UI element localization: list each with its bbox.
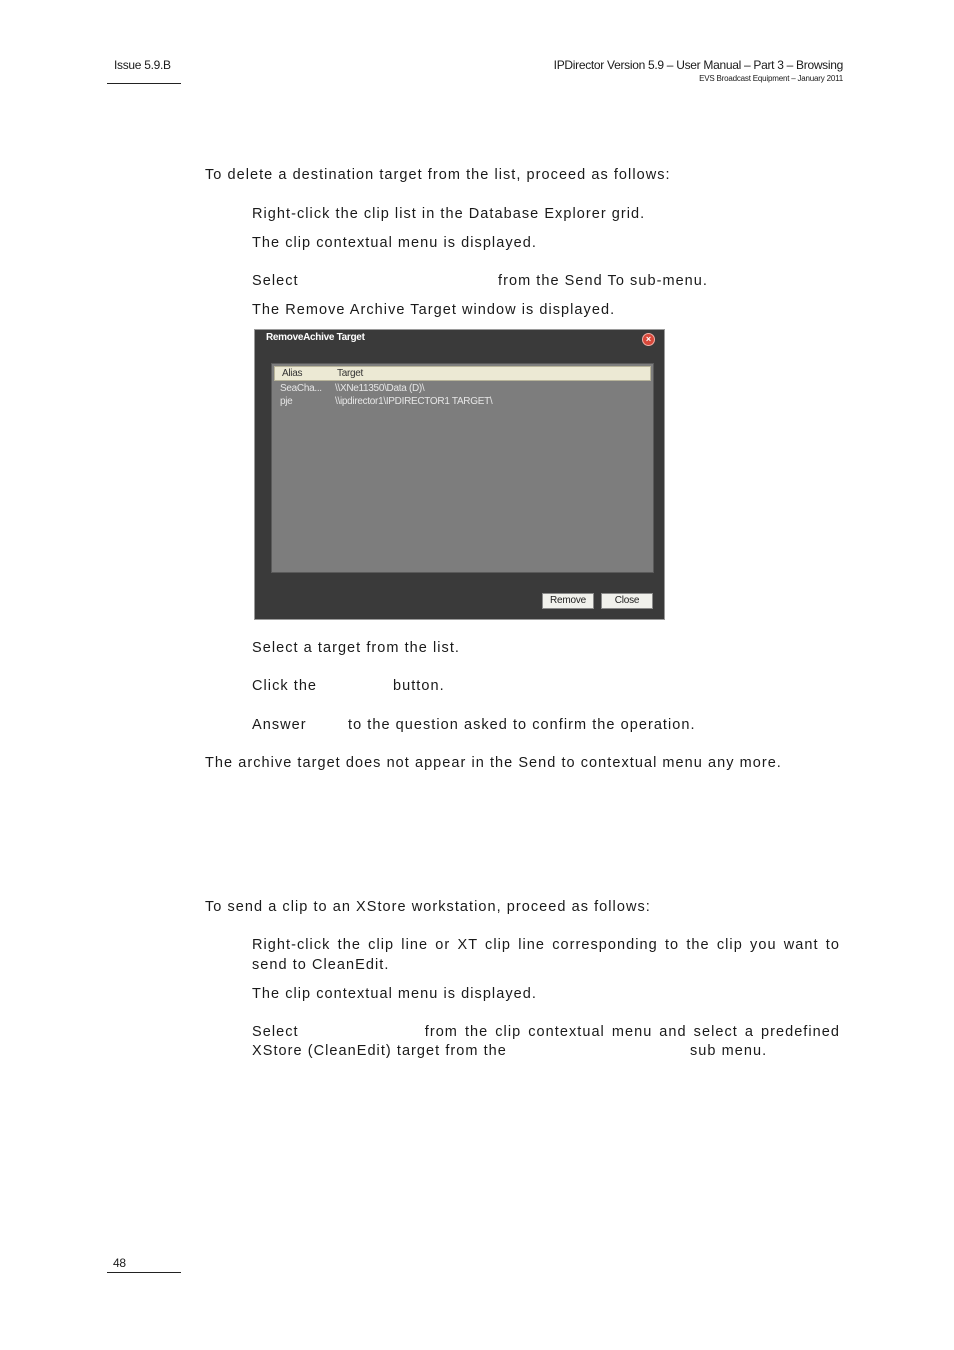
row-target: \\ipdirector1\IPDIRECTOR1 TARGET\ [335, 396, 493, 407]
s2-step1-line1: Right-click the clip line or XT clip line corresponding to the clip you want to [252, 937, 840, 953]
s2-step2-line1: Select from the clip contextual menu and select a predefined [252, 1024, 840, 1040]
step1-result: The clip contextual menu is displayed. [252, 235, 537, 251]
step2-text-b: from the Send To sub-menu. [498, 273, 708, 289]
remove-archive-target-dialog [254, 329, 665, 620]
step2-result: The Remove Archive Target window is displayed. [252, 302, 616, 318]
step4-text-a: Click the [252, 678, 318, 694]
column-target[interactable]: Target [337, 368, 363, 379]
step3-text: Select a target from the list. [252, 640, 460, 656]
section1-intro: To delete a destination target from the list, proceed as follows: [205, 167, 671, 183]
issue-label: Issue 5.9.B [114, 58, 171, 72]
s2-step1-result: The clip contextual menu is displayed. [252, 986, 537, 1002]
column-alias[interactable]: Alias [282, 368, 303, 379]
close-button[interactable]: Close [601, 593, 653, 609]
s2-step2-line2a: XStore (CleanEdit) target from the [252, 1043, 507, 1059]
footer-rule [107, 1272, 181, 1273]
row-alias: pje [280, 396, 293, 407]
row-alias: SeaCha... [280, 383, 322, 394]
dialog-title: RemoveAchive Target [266, 332, 365, 343]
step5-text-b: to the question asked to confirm the operation. [348, 717, 696, 733]
document-title: IPDirector Version 5.9 – User Manual – Part 3 – Browsing [553, 58, 843, 72]
section2-intro: To send a clip to an XStore workstation, proceed as follows: [205, 899, 651, 915]
s2-step1-line2: send to CleanEdit. [252, 957, 390, 973]
step4-text-b: button. [393, 678, 445, 694]
step5-text-a: Answer [252, 717, 307, 733]
section1-conclusion: The archive target does not appear in the Send to contextual menu any more. [205, 755, 782, 771]
list-header [274, 366, 651, 381]
step1-text: Right-click the clip list in the Database Explorer grid. [252, 206, 646, 222]
target-list[interactable] [271, 363, 654, 573]
remove-button[interactable]: Remove [542, 593, 594, 609]
dialog-close-icon[interactable]: × [642, 333, 655, 346]
row-target: \\XNe11350\Data (D)\ [335, 383, 425, 394]
document-subtitle: EVS Broadcast Equipment – January 2011 [699, 74, 843, 83]
header-rule [107, 83, 181, 84]
page-number: 48 [113, 1256, 126, 1270]
step2-text-a: Select [252, 273, 299, 289]
s2-step2-line2b: sub menu. [690, 1043, 768, 1059]
